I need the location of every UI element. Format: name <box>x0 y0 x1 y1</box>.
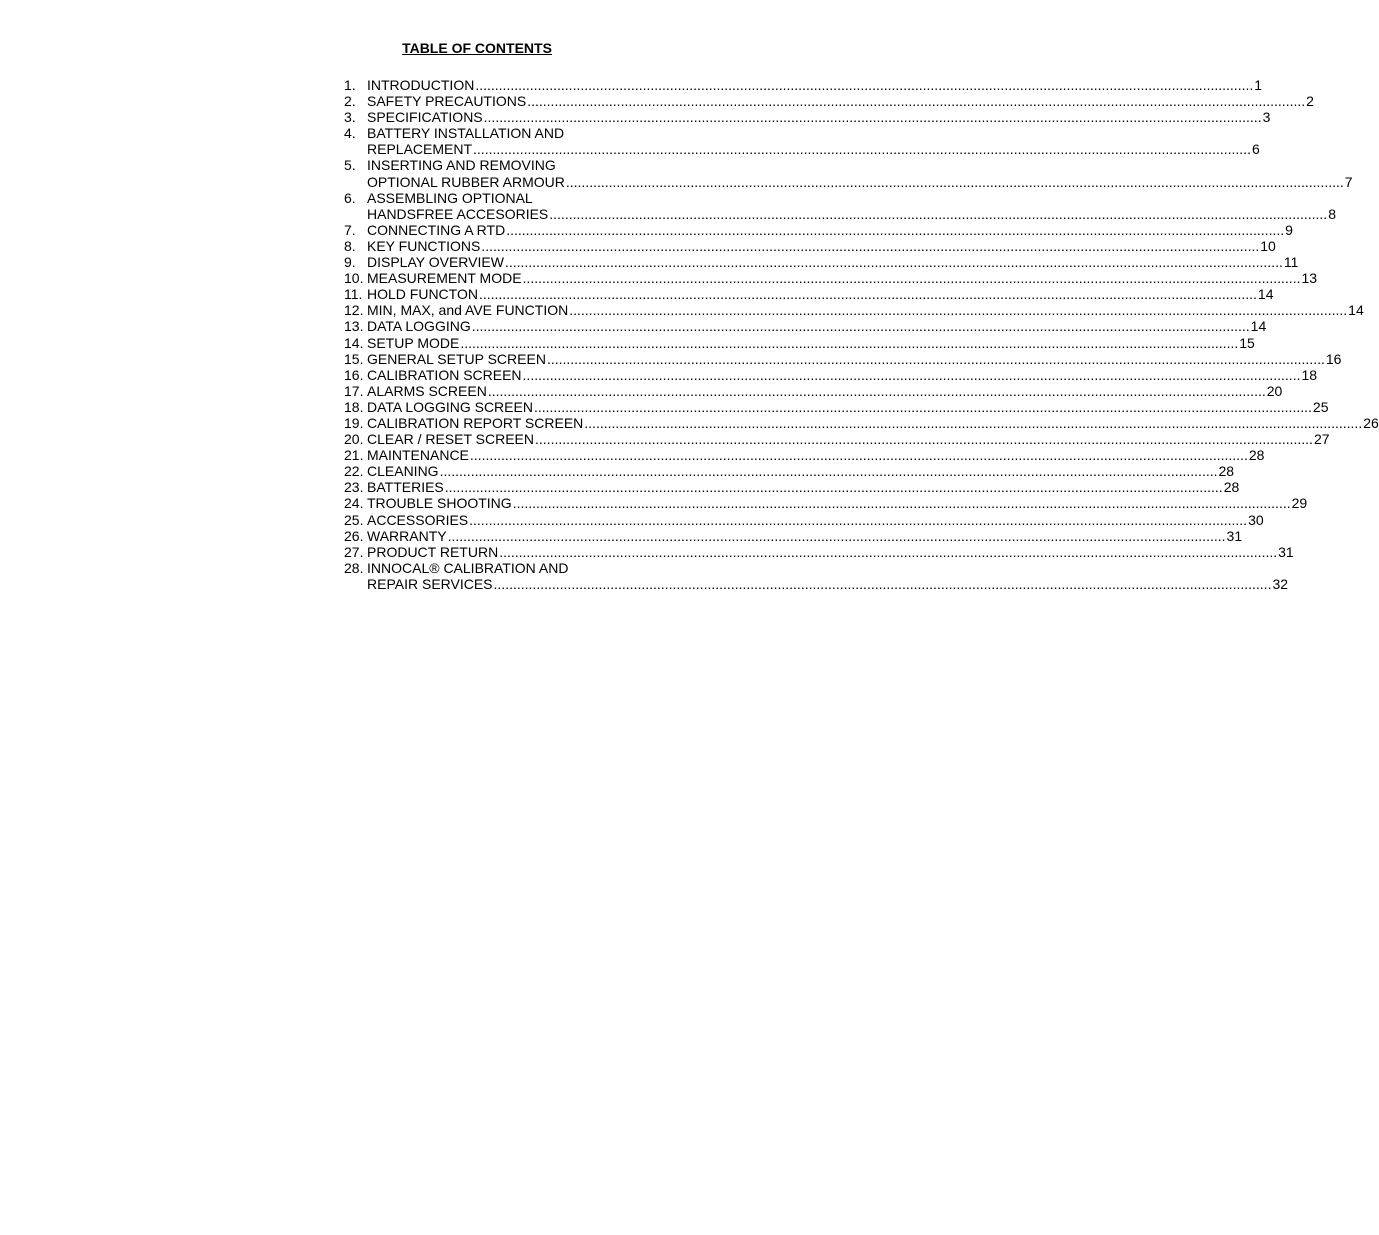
toc-entry-label: CONNECTING A RTD <box>367 221 506 238</box>
toc-entry-number: 14. <box>344 334 364 351</box>
toc-leader-dots: ........................................................................................................................................................................................................ <box>478 286 1257 303</box>
toc-entry-number: 8. <box>344 237 356 254</box>
toc-entry <box>344 109 1271 126</box>
toc-entry-page-number: 29 <box>1291 495 1308 512</box>
toc-entry-line <box>367 205 1336 222</box>
toc-entry-page-number: 18 <box>1301 366 1318 383</box>
toc-leader-dots: ........................................................................................................................................................................................................ <box>565 173 1344 190</box>
toc-entry-line <box>367 141 1260 158</box>
toc-leader-dots: ........................................................................................................................................................................................................ <box>469 511 1248 528</box>
toc-entry-number: 17. <box>344 382 364 399</box>
toc-entry-line <box>367 334 1255 351</box>
toc-entry-number: 27. <box>344 543 364 560</box>
toc-entry-page-number: 2 <box>1306 93 1314 110</box>
toc-entry-number: 12. <box>344 302 364 319</box>
toc-entry <box>344 398 1329 415</box>
toc-entry <box>344 334 1255 351</box>
toc-entry-page-number: 28 <box>1218 463 1235 480</box>
toc-entry <box>344 302 1364 319</box>
toc-entry <box>344 543 1294 560</box>
toc-leader-dots: ........................................................................................................................................................................................................ <box>506 221 1285 238</box>
toc-entry <box>344 495 1308 512</box>
toc-entry-label: CLEANING <box>367 463 439 480</box>
toc-entry-label: GENERAL SETUP SCREEN <box>367 350 546 367</box>
toc-entry-number: 15. <box>344 350 364 367</box>
toc-entry-number: 2. <box>344 93 356 110</box>
toc-entry-page-number: 8 <box>1328 205 1336 222</box>
toc-entry-line <box>367 463 1235 480</box>
toc-entry-line <box>367 109 1271 126</box>
toc-entry <box>344 318 1267 335</box>
toc-entry-line <box>367 318 1267 335</box>
toc-entry-line <box>367 366 1318 383</box>
toc-entry-line <box>367 479 1240 496</box>
toc-entry <box>344 157 1353 190</box>
toc-entry-number: 21. <box>344 447 364 464</box>
toc-entry-label: REPAIR SERVICES <box>367 575 493 592</box>
toc-entry-label: REPLACEMENT <box>367 141 473 158</box>
toc-entry <box>344 270 1318 287</box>
toc-entry-page-number: 31 <box>1226 527 1243 544</box>
toc-leader-dots: ........................................................................................................................................................................................................ <box>481 237 1260 254</box>
toc-entry-page-number: 6 <box>1251 141 1260 158</box>
toc-leader-dots: ........................................................................................................................................................................................................ <box>471 318 1250 335</box>
toc-entry <box>344 125 1260 158</box>
toc-leader-dots: ........................................................................................................................................................................................................ <box>439 463 1218 480</box>
toc-entry-page-number: 7 <box>1344 173 1353 190</box>
toc-entry <box>344 479 1240 496</box>
toc-entry-label: WARRANTY <box>367 527 447 544</box>
toc-leader-dots: ........................................................................................................................................................................................................ <box>569 302 1348 319</box>
toc-entry <box>344 77 1263 93</box>
toc-entry-page-number: 14 <box>1348 302 1364 319</box>
toc-entry-line <box>367 511 1264 528</box>
toc-entry-label: OPTIONAL RUBBER ARMOUR <box>367 173 565 190</box>
toc-entry-page-number: 13 <box>1301 270 1318 287</box>
toc-entry-label: INSERTING AND REMOVING <box>367 157 556 174</box>
toc-entry-label: MIN, MAX, and AVE FUNCTION <box>367 302 569 319</box>
toc-entry-page-number: 25 <box>1312 398 1329 415</box>
toc-entry-label: BATTERY INSTALLATION AND <box>367 125 565 142</box>
toc-entry <box>344 93 1314 110</box>
toc-entry-page-number: 26 <box>1363 414 1379 431</box>
toc-entry <box>344 189 1336 222</box>
toc-entry-line <box>367 543 1294 560</box>
toc-entry-page-number: 1 <box>1254 77 1263 93</box>
toc-entry-line <box>367 125 610 141</box>
toc-leader-dots: ........................................................................................................................................................................................................ <box>483 109 1262 126</box>
toc-entry-label: ALARMS SCREEN <box>367 382 487 399</box>
toc-entry-number: 16. <box>344 366 364 383</box>
toc-leader-dots: ........................................................................................................................................................................................................ <box>475 77 1254 93</box>
toc-entry-line <box>367 270 1318 287</box>
toc-entry-line <box>367 414 1379 431</box>
toc-entry-number: 7. <box>344 221 356 238</box>
toc-entry-label: CLEAR / RESET SCREEN <box>367 431 535 448</box>
toc-entry-page-number: 31 <box>1278 543 1294 560</box>
toc-entry <box>344 511 1264 528</box>
toc-leader-dots: ........................................................................................................................................................................................................ <box>499 543 1278 560</box>
toc-entry-number: 3. <box>344 109 356 126</box>
toc-entry-number: 5. <box>344 157 356 174</box>
toc-entry-label: SAFETY PRECAUTIONS <box>367 93 527 110</box>
toc-entry <box>344 382 1283 399</box>
toc-entry <box>344 527 1243 544</box>
toc-entry-page-number: 32 <box>1272 575 1289 592</box>
toc-entry-line <box>367 431 1330 448</box>
toc-entry-label: BATTERIES <box>367 479 444 496</box>
toc-entry-line <box>367 190 610 206</box>
toc-entry-page-number: 15 <box>1239 334 1255 351</box>
toc-entry-label: ACCESSORIES <box>367 511 469 528</box>
toc-entry-line <box>367 527 1243 544</box>
toc-entry-number: 19. <box>344 414 364 431</box>
toc-entry-number: 9. <box>344 254 356 271</box>
toc-entry-number: 26. <box>344 527 364 544</box>
toc-entry-page-number: 27 <box>1313 431 1330 448</box>
toc-entry-label: INTRODUCTION <box>367 77 475 93</box>
toc-entry-line <box>367 382 1283 399</box>
toc-entry-line <box>367 93 1314 110</box>
toc-entry-number: 1. <box>344 77 356 93</box>
toc-entry <box>344 431 1330 448</box>
toc-entry-line <box>367 221 1293 238</box>
toc-entry-label: DISPLAY OVERVIEW <box>367 254 504 271</box>
toc-entry <box>344 463 1235 480</box>
toc-entry-page-number: 16 <box>1325 350 1342 367</box>
toc-entry <box>344 366 1318 383</box>
toc-entry-page-number: 14 <box>1250 318 1267 335</box>
toc-entry-page-number: 30 <box>1248 511 1264 528</box>
toc-entry-number: 6. <box>344 189 356 206</box>
toc-leader-dots: ........................................................................................................................................................................................................ <box>535 431 1313 448</box>
toc-entry <box>344 237 1276 254</box>
toc-entry-line <box>367 77 1263 93</box>
toc-entry-label: KEY FUNCTIONS <box>367 237 481 254</box>
toc-entry <box>344 254 1299 271</box>
toc-leader-dots: ........................................................................................................................................................................................................ <box>487 382 1266 399</box>
toc-entry-page-number: 28 <box>1248 447 1265 464</box>
toc-leader-dots: ........................................................................................................................................................................................................ <box>504 254 1283 271</box>
toc-entry-line <box>367 447 1265 464</box>
toc-entry-label: CALIBRATION REPORT SCREEN <box>367 414 584 431</box>
toc-entry-line <box>367 560 610 576</box>
toc-entry-line <box>367 286 1274 303</box>
toc-entry-label: INNOCAL® CALIBRATION AND <box>367 559 569 576</box>
toc-entry-label: TROUBLE SHOOTING <box>367 495 512 512</box>
toc-entry <box>344 221 1293 238</box>
toc-entry-line <box>367 157 610 173</box>
toc-entry-label: PRODUCT RETURN <box>367 543 499 560</box>
toc-entry-number: 10. <box>344 270 364 287</box>
toc-entry-page-number: 10 <box>1260 237 1276 254</box>
toc-entry-number: 11. <box>344 286 363 303</box>
toc-entry-line <box>367 173 1353 190</box>
toc-leader-dots: ........................................................................................................................................................................................................ <box>473 141 1251 158</box>
toc-entry-page-number: 28 <box>1223 479 1240 496</box>
toc-entry <box>344 350 1342 367</box>
toc-entry-line <box>367 254 1299 271</box>
toc-entry-label: DATA LOGGING <box>367 318 471 335</box>
toc-leader-dots: ........................................................................................................................................................................................................ <box>533 398 1312 415</box>
toc-entry-line <box>367 350 1342 367</box>
toc-leader-dots: ........................................................................................................................................................................................................ <box>522 270 1301 287</box>
toc-entry-number: 25. <box>344 511 364 528</box>
toc-entry-number: 28. <box>344 559 364 576</box>
toc-entry-number: 20. <box>344 431 364 448</box>
toc-entry-label: SETUP MODE <box>367 334 460 351</box>
toc-leader-dots: ........................................................................................................................................................................................................ <box>527 93 1306 110</box>
toc-entry-label: SPECIFICATIONS <box>367 109 483 126</box>
toc-entry-line <box>367 398 1329 415</box>
toc-entry-number: 22. <box>344 463 364 480</box>
toc-leader-dots: ........................................................................................................................................................................................................ <box>522 366 1301 383</box>
toc-leader-dots: ........................................................................................................................................................................................................ <box>549 205 1328 222</box>
toc-entry-line <box>367 575 1289 592</box>
toc-entry-number: 13. <box>344 318 364 335</box>
toc-leader-dots: ........................................................................................................................................................................................................ <box>584 414 1363 431</box>
toc-entry-number: 18. <box>344 398 364 415</box>
toc-entry-line <box>367 237 1276 254</box>
toc-entry-label: MEASUREMENT MODE <box>367 270 522 287</box>
toc-entry-label: HANDSFREE ACCESORIES <box>367 205 549 222</box>
toc-leader-dots: ........................................................................................................................................................................................................ <box>460 334 1239 351</box>
toc-entry-label: ASSEMBLING OPTIONAL <box>367 189 533 206</box>
toc-leader-dots: ........................................................................................................................................................................................................ <box>546 350 1325 367</box>
toc-entry-line <box>367 302 1364 319</box>
page-title: TABLE OF CONTENTS <box>402 40 552 56</box>
toc-entry-label: MAINTENANCE <box>367 447 469 464</box>
toc-entry <box>344 414 1379 431</box>
toc-entry-number: 4. <box>344 125 356 142</box>
toc-entry-page-number: 3 <box>1262 109 1271 126</box>
toc-entry-label: HOLD FUNCTON <box>367 286 478 303</box>
toc-entry-label: DATA LOGGING SCREEN <box>367 398 533 415</box>
toc-entry-page-number: 9 <box>1285 221 1293 238</box>
table-of-contents <box>344 77 1379 592</box>
toc-leader-dots: ........................................................................................................................................................................................................ <box>447 527 1226 544</box>
toc-entry-label: CALIBRATION SCREEN <box>367 366 522 383</box>
toc-leader-dots: ........................................................................................................................................................................................................ <box>444 479 1223 496</box>
toc-entry-page-number: 14 <box>1257 286 1274 303</box>
toc-entry <box>344 286 1274 303</box>
toc-leader-dots: ........................................................................................................................................................................................................ <box>469 447 1248 464</box>
toc-entry-page-number: 20 <box>1266 382 1283 399</box>
toc-entry-number: 23. <box>344 479 364 496</box>
toc-entry-number: 24. <box>344 495 364 512</box>
toc-entry <box>344 447 1265 464</box>
toc-leader-dots: ........................................................................................................................................................................................................ <box>512 495 1291 512</box>
toc-entry-line <box>367 495 1308 512</box>
toc-leader-dots: ........................................................................................................................................................................................................ <box>493 575 1272 592</box>
toc-entry <box>344 559 1289 592</box>
toc-entry-page-number: 11 <box>1283 254 1299 271</box>
